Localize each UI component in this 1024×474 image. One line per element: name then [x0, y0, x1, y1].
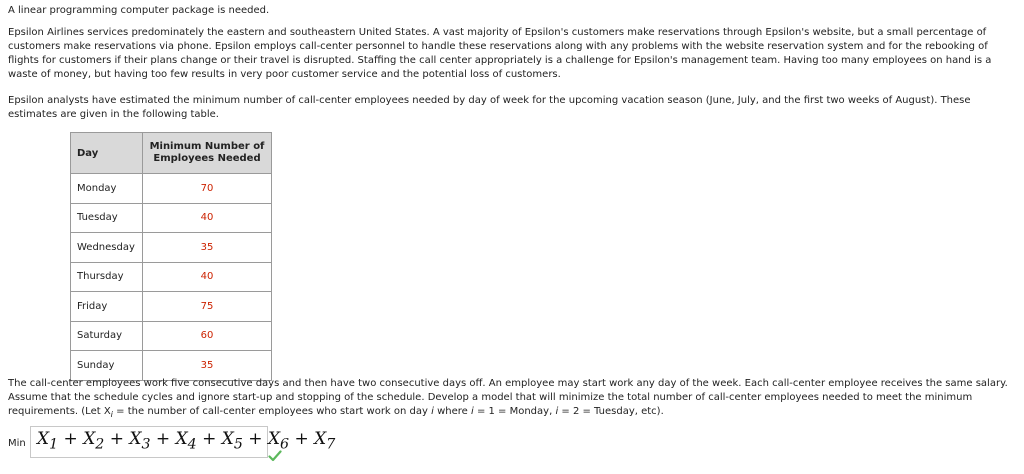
- instruction-line-3b: = the number of call-center employees who start work on day: [113, 406, 432, 417]
- table-row: [71, 351, 272, 381]
- term-var: X: [175, 429, 188, 449]
- value-cell: 70: [143, 174, 272, 204]
- instruction-line-2: Assume that the schedule cycles and ignore start-up and stopping of the schedule. Develop a model that will minimize the total number of call-center employees needed to meet the minimum: [8, 392, 973, 403]
- instruction-line-3c: where: [433, 406, 471, 417]
- term-subscript: 4: [187, 436, 197, 453]
- term-subscript: 6: [280, 436, 290, 453]
- day-cell: Thursday: [71, 262, 143, 292]
- index-i: i: [555, 406, 559, 417]
- value-cell: 35: [143, 233, 272, 263]
- index-i: i: [110, 409, 113, 419]
- table-row: [71, 174, 272, 204]
- day-cell: Saturday: [71, 321, 143, 351]
- term-subscript: 5: [233, 436, 243, 453]
- term-var: X: [129, 429, 142, 449]
- estimates-paragraph: Epsilon analysts have estimated the minimum number of call-center employees needed by day of week for the upcoming vacation season (June, July, and the first two weeks of August). These estimates are given in the following table.: [8, 95, 971, 120]
- term-var: X: [221, 429, 234, 449]
- table-row: [71, 321, 272, 351]
- plus-operator: +: [248, 429, 263, 449]
- requirements-table: [70, 132, 272, 381]
- plus-operator: +: [109, 429, 124, 449]
- term-var: X: [267, 429, 281, 449]
- index-i: i: [431, 406, 434, 417]
- min-label: Min: [8, 438, 26, 449]
- table-row: [71, 292, 272, 322]
- objective-formula: [37, 429, 335, 452]
- header-day: Day: [71, 133, 143, 174]
- instruction-line-3d: = 1 = Monday,: [473, 406, 556, 417]
- value-cell: 40: [143, 262, 272, 292]
- day-cell: Friday: [71, 292, 143, 322]
- objective-answer-field[interactable]: [30, 426, 336, 458]
- instruction-line-3e: = 2 = Tuesday, etc).: [558, 406, 664, 417]
- day-cell: Monday: [71, 174, 143, 204]
- plus-operator: +: [202, 429, 217, 449]
- term-var: X: [83, 429, 96, 449]
- day-cell: Sunday: [71, 351, 143, 381]
- plus-operator: +: [63, 429, 78, 449]
- header-min-employees: Minimum Number of Employees Needed: [143, 133, 272, 174]
- value-cell: 60: [143, 321, 272, 351]
- table-row: [71, 262, 272, 292]
- day-cell: Tuesday: [71, 203, 143, 233]
- term-subscript: 3: [141, 436, 151, 453]
- scenario-paragraph: Epsilon Airlines services predominately the eastern and southeastern United States. A vast majority of Epsilon's customers make reservations through Epsilon's website, but a small percentage of customers make reservations via phone. Epsilon employs call-center personnel to handle these reservations along with any problems with the website reservation system and for the rebooking of flights for customers if their plans change or their travel is disrupted. Staffing the call center appropriately is a challenge for Epsilon's management team. Having too many employees on hand is a waste of money, but having too few results in very poor customer service and the potential loss of customers.: [8, 27, 992, 80]
- term-var: X: [314, 429, 327, 449]
- term-subscript: 2: [95, 436, 105, 453]
- value-cell: 40: [143, 203, 272, 233]
- index-i: i: [470, 406, 474, 417]
- instruction-line-3a: requirements. (Let X: [8, 406, 111, 417]
- checkmark-icon: [268, 450, 282, 462]
- plus-operator: +: [155, 429, 171, 449]
- intro-text: A linear programming computer package is needed.: [8, 5, 270, 16]
- value-cell: 75: [143, 292, 272, 322]
- table-row: [71, 233, 272, 263]
- table-row: [71, 203, 272, 233]
- value-cell: 35: [143, 351, 272, 381]
- instruction-line-1: The call-center employees work five consecutive days and then have two consecutive days off. An employee may start work any day of the week. Each call-center employee receives the same salary.: [8, 378, 1008, 389]
- term-subscript: 1: [49, 436, 59, 453]
- plus-operator: +: [294, 429, 309, 449]
- term-var: X: [37, 429, 50, 449]
- day-cell: Wednesday: [71, 233, 143, 263]
- term-subscript: 7: [326, 436, 336, 453]
- model-instructions-paragraph: [8, 377, 1016, 421]
